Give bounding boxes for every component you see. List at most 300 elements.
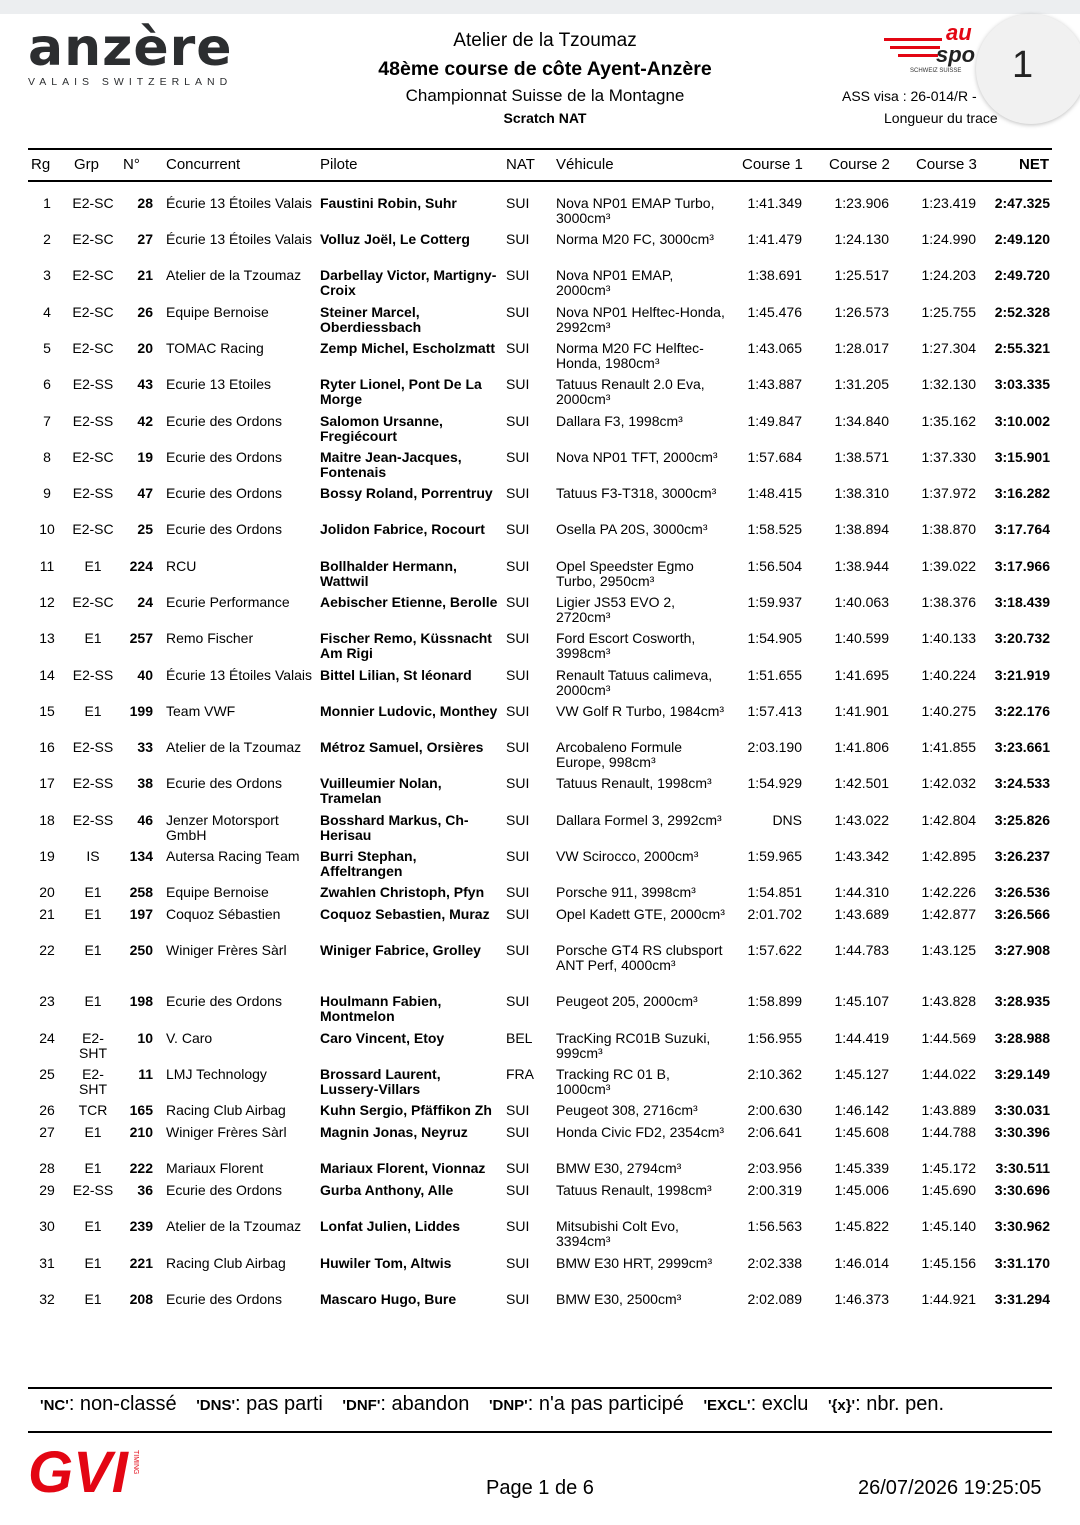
vehicle-cell: Peugeot 205, 2000cm³ xyxy=(556,993,698,1009)
col-course-2: Course 2 xyxy=(829,156,890,173)
nationality-cell: SUI xyxy=(506,340,530,356)
concurrent-cell: Écurie 13 Étoiles Valais xyxy=(166,667,313,683)
vehicle-cell: Arcobaleno Formule Europe, 998cm³ xyxy=(556,739,683,770)
course-3-cell: 1:43.889 xyxy=(921,1102,976,1118)
nationality-cell: SUI xyxy=(506,304,530,320)
course-3-cell: 1:39.022 xyxy=(921,558,976,574)
rank-cell: 32 xyxy=(39,1291,55,1307)
course-1-cell: 1:59.965 xyxy=(747,848,802,864)
col-grp: Grp xyxy=(74,156,100,173)
net-time-cell: 2:52.328 xyxy=(994,304,1050,320)
gvi-timing-logo xyxy=(28,1440,143,1500)
group-cell: E1 xyxy=(84,1160,102,1176)
pilot-cell: Caro Vincent, Etoy xyxy=(320,1030,445,1046)
rank-cell: 29 xyxy=(39,1182,55,1198)
nationality-cell: SUI xyxy=(506,848,530,864)
concurrent-cell: Equipe Bernoise xyxy=(166,884,269,900)
rank-cell: 19 xyxy=(39,848,55,864)
course-2-cell: 1:41.901 xyxy=(834,703,889,719)
category-title: Scratch NAT xyxy=(503,110,587,126)
concurrent-cell: Autersa Racing Team xyxy=(166,848,300,864)
pilot-cell: Vuilleumier Nolan, Tramelan xyxy=(320,775,442,806)
number-cell: 36 xyxy=(137,1182,153,1198)
anzere-logo-word: anzère xyxy=(28,18,233,78)
number-cell: 208 xyxy=(129,1291,153,1307)
svg-text:au: au xyxy=(946,20,972,45)
net-time-cell: 3:20.732 xyxy=(994,630,1050,646)
group-cell: E2-SHT xyxy=(79,1066,107,1097)
pilot-cell: Darbellay Victor, Martigny-Croix xyxy=(320,267,497,298)
concurrent-cell: Ecurie des Ordons xyxy=(166,1182,282,1198)
net-time-cell: 3:26.237 xyxy=(994,848,1050,864)
concurrent-cell: Jenzer Motorsport GmbH xyxy=(166,812,279,843)
group-cell: E2-SS xyxy=(72,667,114,683)
concurrent-cell: Racing Club Airbag xyxy=(166,1102,286,1118)
pilot-cell: Steiner Marcel, Oberdiessbach xyxy=(320,304,422,335)
col-pilote: Pilote xyxy=(320,156,358,173)
table-header xyxy=(0,150,1080,178)
pilot-cell: Kuhn Sergio, Pfäffikon Zh xyxy=(320,1102,492,1118)
concurrent-cell: Atelier de la Tzoumaz xyxy=(166,739,302,755)
vehicle-cell: Ligier JS53 EVO 2, 2720cm³ xyxy=(556,594,676,625)
header-bottom-rule xyxy=(28,180,1052,182)
net-time-cell: 3:27.908 xyxy=(994,942,1050,958)
course-1-cell: DNS xyxy=(772,812,802,828)
group-cell: E2-SS xyxy=(72,775,114,791)
course-1-cell: 1:58.899 xyxy=(747,993,802,1009)
nationality-cell: SUI xyxy=(506,884,530,900)
nationality-cell: SUI xyxy=(506,449,530,465)
rank-cell: 12 xyxy=(39,594,55,610)
nationality-cell: SUI xyxy=(506,703,530,719)
number-cell: 239 xyxy=(129,1218,153,1234)
nationality-cell: SUI xyxy=(506,558,530,574)
legend-bottom-rule xyxy=(28,1431,1052,1433)
number-cell: 197 xyxy=(129,906,153,922)
number-cell: 19 xyxy=(137,449,153,465)
nationality-cell: SUI xyxy=(506,1160,530,1176)
course-3-cell: 1:40.275 xyxy=(921,703,976,719)
group-cell: E2-SC xyxy=(72,449,114,465)
svg-text:spo: spo xyxy=(936,42,976,67)
number-cell: 257 xyxy=(129,630,153,646)
course-2-cell: 1:45.107 xyxy=(834,993,889,1009)
number-cell: 25 xyxy=(137,521,153,537)
event-title: 48ème course de côte Ayent-Anzère xyxy=(378,58,712,80)
course-1-cell: 1:57.684 xyxy=(747,449,802,465)
pilot-cell: Bosshard Markus, Ch-Herisau xyxy=(320,812,469,843)
vehicle-cell: Tatuus Renault 2.0 Eva, 2000cm³ xyxy=(556,376,705,407)
vehicle-cell: Nova NP01 EMAP, 2000cm³ xyxy=(556,267,674,298)
number-cell: 250 xyxy=(129,942,153,958)
course-2-cell: 1:46.142 xyxy=(834,1102,889,1118)
course-2-cell: 1:45.006 xyxy=(834,1182,889,1198)
group-cell: E2-SS xyxy=(72,812,114,828)
nationality-cell: SUI xyxy=(506,231,530,247)
course-2-cell: 1:38.894 xyxy=(834,521,889,537)
svg-text:TIMING: TIMING xyxy=(132,1450,139,1475)
concurrent-cell: Ecurie des Ordons xyxy=(166,413,282,429)
number-cell: 224 xyxy=(129,558,153,574)
course-2-cell: 1:23.906 xyxy=(834,195,889,211)
nationality-cell: SUI xyxy=(506,906,530,922)
concurrent-cell: Ecurie des Ordons xyxy=(166,1291,282,1307)
vehicle-cell: Porsche 911, 3998cm³ xyxy=(556,884,696,900)
nationality-cell: SUI xyxy=(506,1124,530,1140)
course-2-cell: 1:28.017 xyxy=(834,340,889,356)
nationality-cell: FRA xyxy=(506,1066,534,1082)
vehicle-cell: Nova NP01 Helftec-Honda, 2992cm³ xyxy=(556,304,725,335)
concurrent-cell: RCU xyxy=(166,558,197,574)
course-2-cell: 1:38.310 xyxy=(834,485,889,501)
course-1-cell: 1:49.847 xyxy=(747,413,802,429)
nationality-cell: SUI xyxy=(506,195,530,211)
nationality-cell: SUI xyxy=(506,594,530,610)
course-2-cell: 1:41.806 xyxy=(834,739,889,755)
legend-item-pen: '{x}': nbr. pen. xyxy=(827,1393,945,1415)
net-time-cell: 3:30.031 xyxy=(994,1102,1050,1118)
vehicle-cell: Nova NP01 EMAP Turbo, 3000cm³ xyxy=(556,195,715,226)
group-cell: TCR xyxy=(78,1102,108,1118)
course-2-cell: 1:24.130 xyxy=(834,231,889,247)
vehicle-cell: TracKing RC01B Suzuki, 999cm³ xyxy=(556,1030,711,1061)
ass-visa: ASS visa : 26-014/R - xyxy=(842,88,977,104)
number-cell: 28 xyxy=(137,195,153,211)
rank-cell: 7 xyxy=(43,413,51,429)
number-cell: 47 xyxy=(137,485,153,501)
course-3-cell: 1:43.828 xyxy=(921,993,976,1009)
course-2-cell: 1:40.063 xyxy=(834,594,889,610)
net-time-cell: 3:26.536 xyxy=(994,884,1050,900)
course-1-cell: 2:03.190 xyxy=(747,739,802,755)
net-time-cell: 3:28.935 xyxy=(994,993,1050,1009)
nationality-cell: SUI xyxy=(506,993,530,1009)
number-cell: 24 xyxy=(137,594,153,610)
col-vehicule: Véhicule xyxy=(556,156,614,173)
col-rg: Rg xyxy=(31,156,51,173)
net-time-cell: 3:22.176 xyxy=(994,703,1050,719)
course-1-cell: 1:56.955 xyxy=(747,1030,802,1046)
vehicle-cell: Osella PA 20S, 3000cm³ xyxy=(556,521,708,537)
rank-cell: 10 xyxy=(39,521,55,537)
net-time-cell: 2:47.325 xyxy=(994,195,1050,211)
course-3-cell: 1:38.870 xyxy=(921,521,976,537)
course-3-cell: 1:37.330 xyxy=(921,449,976,465)
course-3-cell: 1:40.224 xyxy=(921,667,976,683)
concurrent-cell: Ecurie des Ordons xyxy=(166,775,282,791)
number-cell: 27 xyxy=(137,231,153,247)
course-1-cell: 2:06.641 xyxy=(747,1124,802,1140)
net-time-cell: 3:30.696 xyxy=(994,1182,1050,1198)
anzere-logo-subtitle: VALAIS SWITZERLAND xyxy=(28,76,233,88)
rank-cell: 30 xyxy=(39,1218,55,1234)
legend-item-excl: 'EXCL': exclu xyxy=(703,1393,809,1415)
net-time-cell: 3:17.966 xyxy=(994,558,1050,574)
group-cell: E1 xyxy=(84,558,102,574)
number-cell: 134 xyxy=(129,848,153,864)
course-1-cell: 1:48.415 xyxy=(747,485,802,501)
rank-cell: 3 xyxy=(43,267,51,283)
group-cell: IS xyxy=(86,848,100,864)
course-1-cell: 2:02.338 xyxy=(747,1255,802,1271)
course-3-cell: 1:42.226 xyxy=(921,884,976,900)
net-time-cell: 3:03.335 xyxy=(994,376,1050,392)
vehicle-cell: VW Golf R Turbo, 1984cm³ xyxy=(556,703,725,719)
nationality-cell: SUI xyxy=(506,1182,530,1198)
course-1-cell: 2:03.956 xyxy=(747,1160,802,1176)
nationality-cell: SUI xyxy=(506,775,530,791)
group-cell: E1 xyxy=(84,1291,102,1307)
group-cell: E2-SHT xyxy=(79,1030,107,1061)
course-2-cell: 1:31.205 xyxy=(834,376,889,392)
concurrent-cell: Racing Club Airbag xyxy=(166,1255,286,1271)
pilot-cell: Maitre Jean-Jacques, Fontenais xyxy=(320,449,462,480)
course-3-cell: 1:43.125 xyxy=(921,942,976,958)
course-3-cell: 1:27.304 xyxy=(921,340,976,356)
course-length: Longueur du trace xyxy=(884,110,998,126)
group-cell: E2-SC xyxy=(72,231,114,247)
course-2-cell: 1:45.339 xyxy=(834,1160,889,1176)
legend-item-nc: 'NC': non-classé xyxy=(40,1393,177,1415)
nationality-cell: SUI xyxy=(506,1255,530,1271)
course-3-cell: 1:42.895 xyxy=(921,848,976,864)
course-1-cell: 2:01.702 xyxy=(747,906,802,922)
col-course-1: Course 1 xyxy=(742,156,803,173)
net-time-cell: 3:17.764 xyxy=(994,521,1050,537)
concurrent-cell: Remo Fischer xyxy=(166,630,254,646)
svg-text:SCHWEIZ SUISSE: SCHWEIZ SUISSE xyxy=(910,68,962,74)
concurrent-cell: Winiger Frères Sàrl xyxy=(166,1124,287,1140)
rank-cell: 11 xyxy=(39,558,55,574)
concurrent-cell: Ecurie des Ordons xyxy=(166,993,282,1009)
net-time-cell: 3:18.439 xyxy=(994,594,1050,610)
legend-top-rule xyxy=(28,1387,1052,1389)
pilot-cell: Zemp Michel, Escholzmatt xyxy=(320,340,496,356)
number-cell: 199 xyxy=(129,703,153,719)
concurrent-cell: Atelier de la Tzoumaz xyxy=(166,1218,302,1234)
course-2-cell: 1:45.822 xyxy=(834,1218,889,1234)
concurrent-cell: V. Caro xyxy=(166,1030,213,1046)
group-cell: E2-SS xyxy=(72,413,114,429)
concurrent-cell: Ecurie des Ordons xyxy=(166,521,282,537)
vehicle-cell: Porsche GT4 RS clubsport ANT Perf, 4000cm³ xyxy=(556,942,723,973)
number-cell: 43 xyxy=(137,376,153,392)
course-1-cell: 1:58.525 xyxy=(747,521,802,537)
pilot-cell: Monnier Ludovic, Monthey xyxy=(320,703,498,719)
course-1-cell: 2:00.630 xyxy=(747,1102,802,1118)
pilot-cell: Faustini Robin, Suhr xyxy=(320,195,457,211)
group-cell: E2-SS xyxy=(72,485,114,501)
course-2-cell: 1:26.573 xyxy=(834,304,889,320)
pilot-cell: Winiger Fabrice, Grolley xyxy=(320,942,481,958)
nationality-cell: SUI xyxy=(506,739,530,755)
course-1-cell: 2:02.089 xyxy=(747,1291,802,1307)
course-1-cell: 1:54.929 xyxy=(747,775,802,791)
course-3-cell: 1:45.172 xyxy=(921,1160,976,1176)
vehicle-cell: Opel Kadett GTE, 2000cm³ xyxy=(556,906,725,922)
vehicle-cell: Dallara Formel 3, 2992cm³ xyxy=(556,812,722,828)
course-3-cell: 1:44.022 xyxy=(921,1066,976,1082)
page-number-badge xyxy=(976,14,1080,124)
pilot-cell: Zwahlen Christoph, Pfyn xyxy=(320,884,485,900)
course-1-cell: 1:51.655 xyxy=(747,667,802,683)
net-time-cell: 3:30.396 xyxy=(994,1124,1050,1140)
number-cell: 21 xyxy=(137,267,153,283)
svg-text:GVI: GVI xyxy=(28,1440,128,1500)
rank-cell: 20 xyxy=(39,884,55,900)
net-time-cell: 3:30.962 xyxy=(994,1218,1050,1234)
number-cell: 222 xyxy=(129,1160,153,1176)
vehicle-cell: Ford Escort Cosworth, 3998cm³ xyxy=(556,630,696,661)
footer-datetime: 26/07/2026 19:25:05 xyxy=(858,1477,1042,1499)
number-cell: 11 xyxy=(138,1066,153,1082)
concurrent-cell: Coquoz Sébastien xyxy=(166,906,281,922)
group-cell: E1 xyxy=(84,630,102,646)
net-time-cell: 2:49.120 xyxy=(994,231,1050,247)
course-1-cell: 1:56.563 xyxy=(747,1218,802,1234)
nationality-cell: SUI xyxy=(506,485,530,501)
vehicle-cell: Honda Civic FD2, 2354cm³ xyxy=(556,1124,725,1140)
pilot-cell: Aebischer Etienne, Berolle xyxy=(320,594,498,610)
group-cell: E1 xyxy=(84,993,102,1009)
course-2-cell: 1:43.342 xyxy=(834,848,889,864)
course-3-cell: 1:37.972 xyxy=(921,485,976,501)
nationality-cell: SUI xyxy=(506,376,530,392)
course-3-cell: 1:44.921 xyxy=(921,1291,976,1307)
nationality-cell: SUI xyxy=(506,267,530,283)
group-cell: E2-SC xyxy=(72,340,114,356)
course-1-cell: 1:38.691 xyxy=(747,267,802,283)
course-1-cell: 1:59.937 xyxy=(747,594,802,610)
course-2-cell: 1:42.501 xyxy=(834,775,889,791)
page-number-badge-label: 1 xyxy=(1012,44,1034,86)
number-cell: 221 xyxy=(129,1255,153,1271)
course-1-cell: 1:54.905 xyxy=(747,630,802,646)
number-cell: 33 xyxy=(137,739,153,755)
group-cell: E1 xyxy=(84,1218,102,1234)
course-1-cell: 1:43.065 xyxy=(747,340,802,356)
vehicle-cell: VW Scirocco, 2000cm³ xyxy=(556,848,699,864)
vehicle-cell: Tracking RC 01 B, 1000cm³ xyxy=(556,1066,670,1097)
nationality-cell: SUI xyxy=(506,942,530,958)
rank-cell: 24 xyxy=(39,1030,55,1046)
rank-cell: 14 xyxy=(39,667,55,683)
course-2-cell: 1:38.571 xyxy=(834,449,889,465)
course-1-cell: 1:57.413 xyxy=(747,703,802,719)
course-1-cell: 1:54.851 xyxy=(747,884,802,900)
number-cell: 38 xyxy=(137,775,153,791)
course-3-cell: 1:45.140 xyxy=(921,1218,976,1234)
course-3-cell: 1:45.690 xyxy=(921,1182,976,1198)
course-1-cell: 2:10.362 xyxy=(747,1066,802,1082)
group-cell: E1 xyxy=(84,942,102,958)
course-2-cell: 1:45.127 xyxy=(834,1066,889,1082)
course-3-cell: 1:35.162 xyxy=(921,413,976,429)
net-time-cell: 3:25.826 xyxy=(994,812,1050,828)
vehicle-cell: Tatuus Renault, 1998cm³ xyxy=(556,775,712,791)
course-2-cell: 1:43.689 xyxy=(834,906,889,922)
vehicle-cell: Opel Speedster Egmo Turbo, 2950cm³ xyxy=(556,558,694,589)
course-3-cell: 1:44.788 xyxy=(921,1124,976,1140)
vehicle-cell: Tatuus F3-T318, 3000cm³ xyxy=(556,485,717,501)
pilot-cell: Bossy Roland, Porrentruy xyxy=(320,485,493,501)
course-3-cell: 1:24.203 xyxy=(921,267,976,283)
footer-page-number: Page 1 de 6 xyxy=(486,1477,594,1499)
net-time-cell: 3:28.988 xyxy=(994,1030,1050,1046)
net-time-cell: 3:15.901 xyxy=(994,449,1050,465)
course-2-cell: 1:25.517 xyxy=(834,267,889,283)
group-cell: E1 xyxy=(84,1255,102,1271)
legend-item-dnp: 'DNP': n'a pas participé xyxy=(488,1393,684,1415)
vehicle-cell: Mitsubishi Colt Evo, 3394cm³ xyxy=(556,1218,679,1249)
rank-cell: 18 xyxy=(39,812,55,828)
course-3-cell: 1:42.877 xyxy=(921,906,976,922)
net-time-cell: 3:31.294 xyxy=(994,1291,1050,1307)
rank-cell: 22 xyxy=(39,942,55,958)
vehicle-cell: Nova NP01 TFT, 2000cm³ xyxy=(556,449,718,465)
course-1-cell: 1:41.479 xyxy=(747,231,802,247)
course-1-cell: 1:45.476 xyxy=(747,304,802,320)
course-3-cell: 1:38.376 xyxy=(921,594,976,610)
pilot-cell: Magnin Jonas, Neyruz xyxy=(320,1124,468,1140)
vehicle-cell: BMW E30, 2500cm³ xyxy=(556,1291,682,1307)
rank-cell: 27 xyxy=(39,1124,55,1140)
concurrent-cell: Écurie 13 Étoiles Valais xyxy=(166,195,313,211)
rank-cell: 5 xyxy=(43,340,51,356)
col-concurrent: Concurrent xyxy=(166,156,241,173)
concurrent-cell: Team VWF xyxy=(166,703,236,719)
number-cell: 20 xyxy=(137,340,153,356)
net-time-cell: 3:26.566 xyxy=(994,906,1050,922)
concurrent-cell: TOMAC Racing xyxy=(166,340,264,356)
course-2-cell: 1:44.783 xyxy=(834,942,889,958)
concurrent-cell: Ecurie Performance xyxy=(166,594,290,610)
concurrent-cell: Equipe Bernoise xyxy=(166,304,269,320)
concurrent-cell: Ecurie des Ordons xyxy=(166,485,282,501)
col-course-3: Course 3 xyxy=(916,156,977,173)
course-2-cell: 1:45.608 xyxy=(834,1124,889,1140)
pilot-cell: Burri Stephan, Affeltrangen xyxy=(320,848,417,879)
pilot-cell: Métroz Samuel, Orsières xyxy=(320,739,484,755)
rank-cell: 13 xyxy=(39,630,55,646)
rank-cell: 21 xyxy=(39,906,55,922)
group-cell: E1 xyxy=(84,1124,102,1140)
nationality-cell: SUI xyxy=(506,667,530,683)
championship-title: Championnat Suisse de la Montagne xyxy=(405,86,685,105)
rank-cell: 17 xyxy=(39,775,55,791)
course-1-cell: 2:00.319 xyxy=(747,1182,802,1198)
course-3-cell: 1:25.755 xyxy=(921,304,976,320)
net-time-cell: 3:16.282 xyxy=(994,485,1050,501)
course-1-cell: 1:57.622 xyxy=(747,942,802,958)
pilot-cell: Jolidon Fabrice, Rocourt xyxy=(320,521,485,537)
net-time-cell: 2:55.321 xyxy=(994,340,1050,356)
net-time-cell: 2:49.720 xyxy=(994,267,1050,283)
course-2-cell: 1:44.310 xyxy=(834,884,889,900)
group-cell: E2-SC xyxy=(72,195,114,211)
concurrent-cell: LMJ Technology xyxy=(166,1066,267,1082)
group-cell: E1 xyxy=(84,906,102,922)
legend xyxy=(40,1393,1050,1416)
course-2-cell: 1:46.373 xyxy=(834,1291,889,1307)
vehicle-cell: Tatuus Renault, 1998cm³ xyxy=(556,1182,712,1198)
concurrent-cell: Mariaux Florent xyxy=(166,1160,264,1176)
course-3-cell: 1:45.156 xyxy=(921,1255,976,1271)
number-cell: 258 xyxy=(129,884,153,900)
net-time-cell: 3:24.533 xyxy=(994,775,1050,791)
number-cell: 42 xyxy=(137,413,153,429)
course-3-cell: 1:41.855 xyxy=(921,739,976,755)
